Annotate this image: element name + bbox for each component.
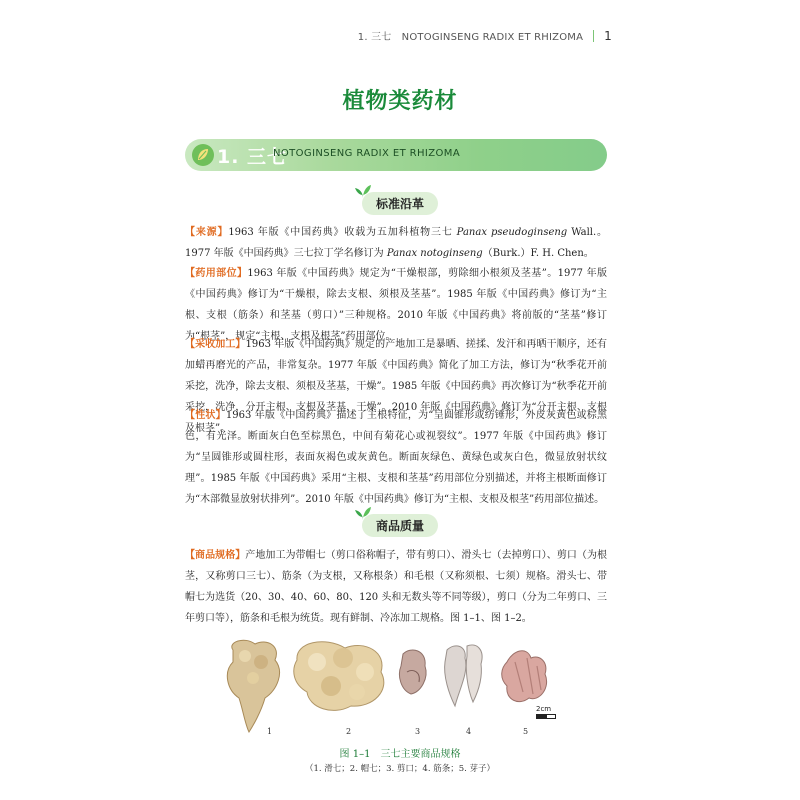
figure-subcaption: （1. 滑七；2. 帽七；3. 剪口；4. 筋条；5. 芽子） (304, 764, 496, 774)
figure-label-5: 5 (523, 727, 529, 736)
latin-name-1: Panax pseudoginseng (456, 227, 568, 238)
traits-text: 1963 年版《中国药典》描述了主根特征，为“呈圆锥形或纺锤形，外皮灰黄色或棕黑色，有光泽。断面灰白色至棕黑色，中间有菊花心或视裂纹”。1977 年版《中国药典》修订为“呈圆锥形或圆柱形，表面灰褐色或灰黄色。断面灰绿色、黄绿色或灰白色，微显放射状纹理”。1985 年版《中国药典》采用“主根、支根和茎基”药用部位分别描述，并将主根断面修订为“木部微显放射状排列”。2010 年版《中国药典》修订为“主根、支根及根茎”药用部位描述。 (185, 410, 608, 505)
tag-traits: 【性状】 (185, 410, 226, 421)
subheading-history (0, 192, 800, 215)
running-head-text: 1. 三七 NOTOGINSENG RADIX ET RHIZOMA (357, 32, 584, 43)
paragraph-source (185, 222, 607, 264)
section-banner (185, 139, 607, 171)
page-number: 1 (604, 28, 612, 43)
specs-text: 产地加工为带帽七（剪口俗称帽子，带有剪口）、滑头七（去掉剪口）、剪口（为根茎，又称剪口三七）、筋条（为支根，又称根条）和毛根（又称须根、七须）规格。滑头七、带帽七为选货（20、30、40、60、80、120 头和无数头等不同等级），剪口（分为二年剪口、三年剪口等），筋条和毛根为统货。现有鲜制、冷冻加工规格。图 1–1、图 1–2。 (185, 550, 608, 624)
processing-text: 1963 年版《中国药典》规定的产地加工是暴晒、搓揉、发汗和再晒干顺序，还有加蜡再磨光的产品，非常复杂。1977 年版《中国药典》简化了加工方法，修订为“秋季花开前采挖，洗净，除去支根、须根及茎基，干燥”。1985 年版《中国药典》再次修订为“秋季花开前采挖，洗净，分开主根、支根及茎基，干燥”。2010 年版《中国药典》修订为“分开主根、支根及根茎”。 (185, 339, 608, 434)
scale-bar (536, 705, 556, 719)
chapter-title: 植物类药材 (342, 89, 458, 114)
source-text-3: （Burk.）F. H. Chen。 (482, 248, 594, 259)
leaf-icon (191, 143, 215, 167)
tag-source: 【来源】 (185, 227, 229, 238)
sprout-icon (354, 505, 372, 521)
subheading-quality (0, 514, 800, 537)
specimen-1-image (227, 640, 279, 732)
sprout-icon (354, 183, 372, 199)
figure-label-4: 4 (466, 727, 472, 736)
subheading-quality-label: 商品质量 (375, 519, 424, 533)
subheading-history-label: 标准沿革 (375, 197, 424, 211)
running-head-divider (593, 30, 594, 42)
specimen-3-image (399, 650, 426, 694)
tag-specs: 【商品规格】 (185, 550, 246, 561)
section-english-title: NOTOGINSENG RADIX ET RHIZOMA (273, 148, 461, 159)
section-number-title: 1. 三七 (217, 146, 288, 168)
figure-label-1: 1 (267, 727, 273, 736)
parts-text: 1963 年版《中国药典》规定为“干燥根部，剪除细小根须及茎基”。1977 年版《中国药典》修订为“干燥根，除去支根、须根及茎基”。1985 年版《中国药典》修订为“主根、支根（筋条）和茎基（剪口）”三种规格。2010 年版《中国药典》将前版的“茎基”修订为“根茎”，规定“主根、支根及根茎”药用部位。 (185, 268, 608, 342)
figure-caption: 图 1–1 三七主要商品规格 (339, 749, 461, 760)
scale-label: 2cm (536, 705, 552, 713)
tag-parts: 【药用部位】 (185, 268, 248, 279)
latin-name-2: Panax notoginseng (386, 248, 483, 259)
figure-label-3: 3 (415, 727, 421, 736)
source-text-2: Wall.。1977 年版《中国药典》三七拉丁学名修订为 (185, 227, 607, 259)
specimen-2-image (294, 642, 384, 711)
paragraph-specs (185, 545, 607, 629)
figure-label-2: 2 (346, 727, 352, 736)
paragraph-traits (185, 405, 607, 510)
figure-notoginseng-specimens (215, 632, 565, 737)
specimen-5-image (502, 651, 547, 702)
tag-processing: 【采收加工】 (185, 339, 246, 350)
specimen-4-image (445, 645, 482, 706)
source-text-1: 1963 年版《中国药典》收载为五加科植物三七 (228, 227, 457, 238)
running-head (358, 28, 612, 43)
